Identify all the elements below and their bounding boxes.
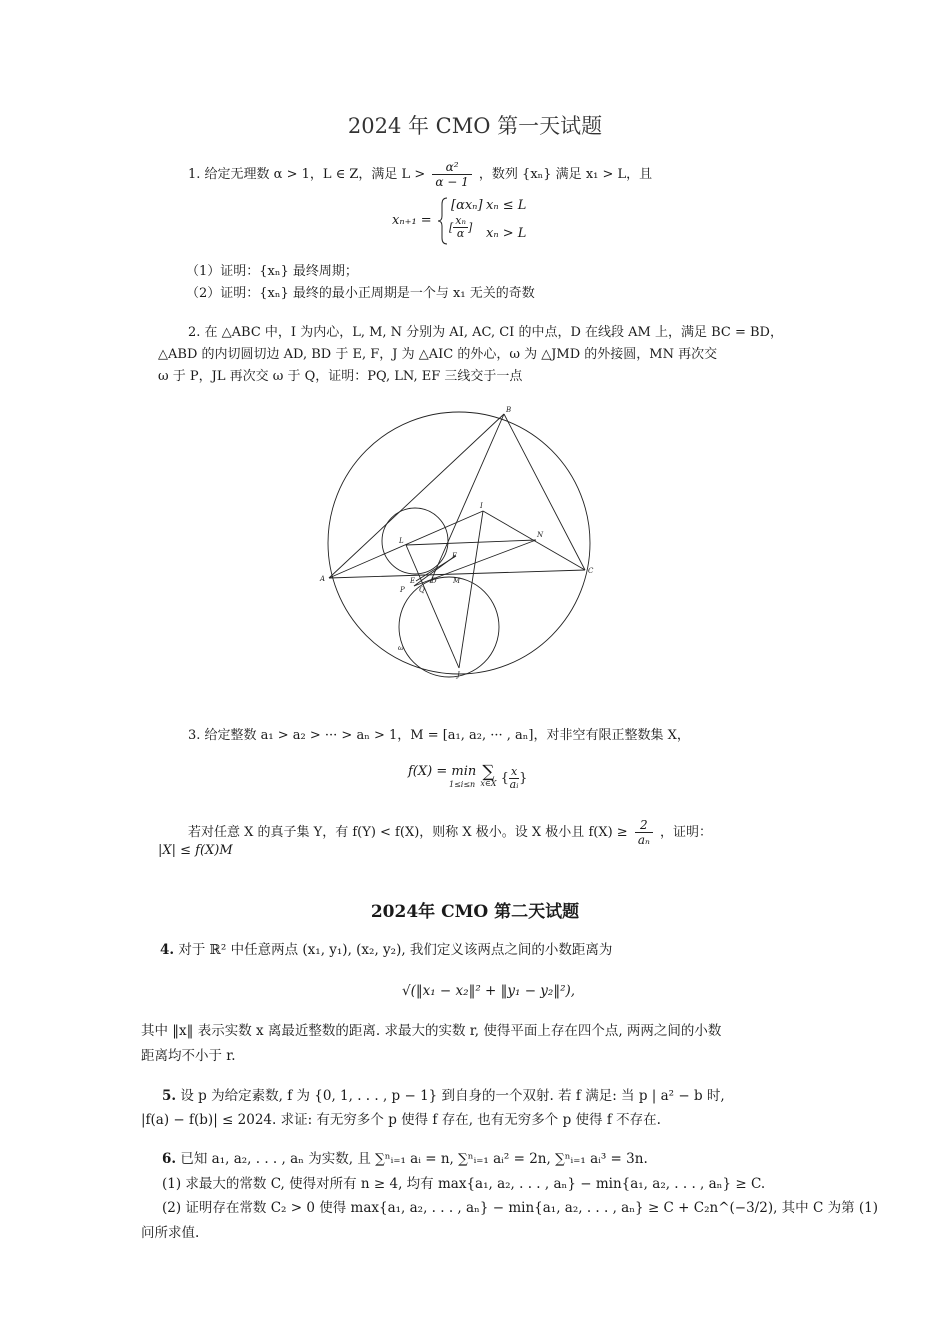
label-Q: Q — [419, 586, 425, 594]
problem-2-line1: 2. 在 △ABC 中，I 为内心，L, M, N 分别为 AI, AC, CI 的中点，D 在线段 AM 上，满足 BC = BD， — [188, 325, 783, 340]
problem-1-part2: （2）证明：{xₙ} 最终的最小正周期是一个与 x₁ 无关的奇数 — [186, 286, 535, 301]
label-L: L — [399, 537, 404, 545]
problem-6-line2: (1) 求最大的常数 C, 使得对所有 n ≥ 4, 均有 max{a₁, a₂, . . . , aₙ} − min{a₁, a₂, . . . , aₙ} ≥ C. — [162, 1176, 766, 1192]
problem-3-condition-fraction: $\frac{2}{\text{aₙ}}$ — [635, 818, 653, 847]
day2-title: 2024年 CMO 第二天试题 — [370, 902, 580, 922]
case2-cond: xₙ > L — [486, 226, 527, 241]
problem-3-conclusion: |X| ≤ f(X)M — [158, 843, 233, 858]
segment-LN — [406, 540, 536, 545]
case1-expr: [αxₙ] — [451, 198, 483, 213]
segment-AI — [329, 511, 483, 578]
problem-3-intro: 3. 给定整数 a₁ > a₂ > ··· > aₙ > 1，M = [a₁, a₂, ··· , aₙ]，对非空有限正整数集 X， — [188, 728, 690, 743]
problem-5-line1: 5. 设 p 为给定素数, f 为 {0, 1, . . . , p − 1} 到自身的一个双射. 若 f 满足: 当 p | a² − b 时, — [162, 1088, 725, 1104]
label-I: I — [480, 502, 483, 510]
problem-5-line2: |f(a) − f(b)| ≤ 2024. 求证: 有无穷多个 p 使得 f 存在, 也有无穷多个 p 使得 f 不存在. — [141, 1112, 661, 1128]
label-F: F — [452, 552, 457, 560]
label-N: N — [537, 531, 544, 539]
problem-6-line1: 6. 已知 a₁, a₂, . . . , aₙ 为实数, 且 ∑ⁿᵢ₌₁ aᵢ = n, ∑ⁿᵢ₌₁ aᵢ² = 2n, ∑ⁿᵢ₌₁ aᵢ³ = 3n. — [162, 1151, 648, 1167]
problem-4-line2: 其中 ‖x‖ 表示实数 x 离最近整数的距离. 求最大的实数 r, 使得平面上存在四个点, 两两之间的小数 — [141, 1023, 722, 1039]
problem-2-line3: ω 于 P，JL 再次交 ω 于 Q，证明：PQ, LN, EF 三线交于一点 — [158, 369, 523, 384]
case2-expr: [ $\frac{\text{xₙ}}{\alpha}$ ] — [449, 214, 473, 240]
label-E: E — [410, 577, 416, 585]
label-A: A — [320, 575, 326, 583]
label-B: B — [506, 406, 512, 414]
day1-title: 2024 年 CMO 第一天试题 — [347, 114, 603, 138]
label-M: M — [453, 577, 461, 585]
label-C: C — [588, 567, 594, 575]
problem-3-condition: 若对任意 X 的真子集 Y，有 f(Y) < f(X)，则称 X 极小。设 X 极小且 f(X) ≥ $\frac{2}{\text{aₙ}}$ ，证明： — [188, 818, 713, 847]
problem-4-formula: √(‖x₁ − x₂‖² + ‖y₁ − y₂‖²), — [402, 983, 576, 999]
piecewise-lhs: xₙ₊₁ = — [392, 213, 432, 228]
segment-LJ — [406, 545, 459, 668]
label-P: P — [400, 586, 405, 594]
problem-6-line4: 问所求值. — [141, 1225, 200, 1241]
problem-4-line1: 4. 对于 ℝ² 中任意两点 (x₁, y₁), (x₂, y₂), 我们定义该两点之间的小数距离为 — [160, 942, 613, 958]
problem-1-fraction: $\frac{\text{α²}}{\alpha - 1}$ — [432, 160, 471, 189]
segment-IJ — [459, 511, 483, 668]
problem-1-intro: 1. 给定无理数 α > 1，L ∈ Z，满足 L > $\frac{\text{α²}}{\alpha - 1}$ ，数列 {xₙ} 满足 x₁ > L，且 — [188, 160, 653, 189]
label-omega: ω — [398, 644, 404, 652]
label-D: D — [431, 577, 437, 585]
problem-6-line3: (2) 证明存在常数 C₂ > 0 使得 max{a₁, a₂, . . . , aₙ} − min{a₁, a₂, . . . , aₙ} ≥ C + C₂n^(−3/2), 其中 C 为第 (1) — [162, 1200, 878, 1216]
piecewise-brace — [437, 196, 449, 246]
problem-4-line3: 距离均不小于 r. — [141, 1048, 236, 1064]
problem-1-part1: （1）证明：{xₙ} 最终周期； — [186, 264, 358, 279]
case1-cond: xₙ ≤ L — [486, 198, 527, 213]
segment-BD — [430, 414, 504, 583]
problem-2-line2: △ABD 的内切圆切边 AD, BD 于 E, F，J 为 △AIC 的外心，ω 为 △JMD 的外接圆，MN 再次交 — [158, 347, 718, 362]
problem-3-formula: f(X) = min 1≤i≤n ∑ x∈X { $\frac{x}{\text{aᵢ}}$ } — [408, 762, 528, 791]
circle-omega — [399, 577, 499, 677]
segment-AB — [329, 414, 504, 578]
label-J: J — [457, 671, 460, 679]
geometry-figure — [318, 400, 608, 680]
